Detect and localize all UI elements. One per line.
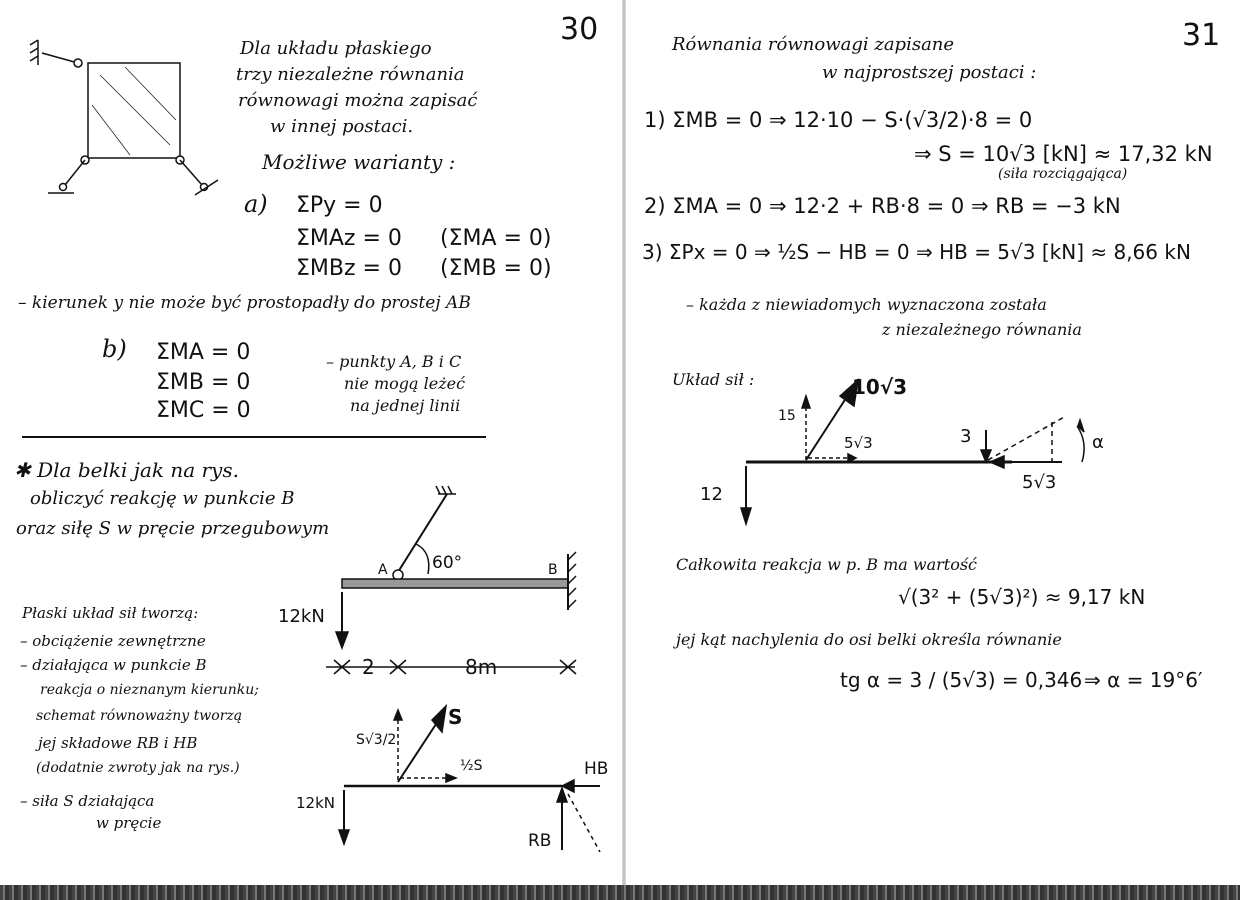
beam-label-span-a: 2	[362, 655, 375, 679]
system-line-4: reakcja o nieznanym kierunku;	[40, 682, 260, 698]
variant-a-eq3: ΣMBz = 0	[296, 256, 402, 281]
scan-edge	[0, 885, 1240, 900]
equation-1-note: (siła rozciągająca)	[998, 166, 1128, 182]
left-page	[0, 0, 622, 885]
variant-b-eq1: ΣMA = 0	[156, 340, 251, 365]
beam-label-angle: 60°	[432, 553, 463, 573]
beam-label-span-b: 8m	[465, 655, 498, 679]
variants-heading: Możliwe warianty :	[262, 150, 456, 174]
fbd-label-s: S	[448, 705, 463, 729]
system-line-9: w pręcie	[96, 814, 162, 832]
beam-label-load: 12kN	[278, 606, 325, 627]
task-line-3: oraz siłę S w pręcie przegubowym	[16, 518, 330, 539]
system-line-6: jej składowe RB i HB	[38, 734, 198, 752]
intro-line-3: równowagi można zapisać	[238, 90, 478, 111]
variant-b-eq2: ΣMB = 0	[156, 370, 251, 395]
variant-a-label: a)	[244, 190, 268, 218]
note-b-line-2: nie mogą leżeć	[344, 374, 466, 393]
system-line-5: schemat równoważny tworzą	[36, 708, 243, 724]
note-a: – kierunek y nie może być prostopadły do prostej AB	[18, 293, 471, 313]
system-line-2: – obciążenie zewnętrzne	[20, 632, 206, 650]
variant-a-alt3: (ΣMB = 0)	[440, 256, 552, 281]
beam-label-b: B	[548, 562, 558, 578]
beam-label-a: A	[378, 562, 388, 578]
alpha-result: ⇒ α = 19°6′	[1084, 668, 1203, 692]
fbd-label-s-vert: S√3/2	[356, 732, 397, 748]
fbd-label-rb: RB	[528, 831, 552, 851]
total-reaction-formula: √(3² + (5√3)²) ≈ 9,17 kN	[898, 585, 1146, 609]
angle-text: jej kąt nachylenia do osi belki określa równanie	[676, 630, 1062, 649]
heading-line-1: Równania równowagi zapisane	[672, 34, 955, 55]
system-line-1: Płaski układ sił tworzą:	[22, 604, 199, 622]
equation-1: 1) ΣMB = 0 ⇒ 12·10 − S·(√3/2)·8 = 0	[644, 108, 1033, 132]
note-line-2: z niezależnego równania	[882, 320, 1082, 339]
fbd-label-hb: HB	[584, 759, 609, 779]
intro-line-1: Dla układu płaskiego	[240, 38, 432, 59]
tg-formula: tg α = 3 / (5√3) = 0,346	[840, 668, 1083, 692]
note-b-line-1: – punkty A, B i C	[326, 352, 462, 371]
note-line-1: – każda z niewiadomych wyznaczona została	[686, 295, 1047, 314]
diagram-label-s-vert: 15	[778, 408, 796, 424]
forces-heading: Układ sił :	[672, 370, 755, 389]
system-line-3: – działająca w punkcie B	[20, 656, 207, 674]
diagram-label-alpha: α	[1092, 432, 1104, 453]
equation-3: 3) ΣPx = 0 ⇒ ½S − HB = 0 ⇒ HB = 5√3 [kN] ≈ 8,66 kN	[642, 240, 1191, 264]
variant-a-eq2: ΣMAz = 0	[296, 226, 402, 251]
diagram-label-load: 12	[700, 484, 723, 505]
diagram-label-rb: 3	[960, 426, 972, 447]
equation-2: 2) ΣMA = 0 ⇒ 12·2 + RB·8 = 0 ⇒ RB = −3 kN	[644, 194, 1121, 218]
variant-b-label: b)	[102, 335, 127, 363]
system-line-7: (dodatnie zwroty jak na rys.)	[36, 760, 240, 776]
heading-line-2: w najprostszej postaci :	[822, 62, 1037, 83]
diagram-label-hb: 5√3	[1022, 472, 1057, 493]
variant-a-eq1: ΣPy = 0	[296, 193, 383, 218]
free-body-diagram	[296, 690, 610, 860]
intro-line-4: w innej postaci.	[270, 116, 414, 137]
fbd-label-load: 12kN	[296, 794, 335, 812]
right-page	[626, 0, 1240, 885]
variant-b-eq3: ΣMC = 0	[156, 398, 251, 423]
system-line-8: – siła S działająca	[20, 792, 155, 810]
task-line-1: ✱ Dla belki jak na rys.	[14, 458, 239, 482]
section-divider	[22, 436, 486, 438]
fbd-label-s-horiz: ½S	[460, 758, 483, 774]
frame-sketch	[30, 35, 230, 205]
task-line-2: obliczyć reakcję w punkcie B	[30, 488, 295, 509]
note-b-line-3: na jednej linii	[350, 396, 461, 415]
page-number-right: 31	[1182, 18, 1221, 53]
variant-a-alt2: (ΣMA = 0)	[440, 226, 552, 251]
intro-line-2: trzy niezależne równania	[236, 64, 465, 85]
beam-diagram	[278, 482, 590, 682]
total-reaction-text: Całkowita reakcja w p. B ma wartość	[676, 555, 978, 574]
page-number: 30	[560, 12, 599, 47]
equation-1-result: ⇒ S = 10√3 [kN] ≈ 17,32 kN	[914, 142, 1213, 166]
diagram-label-s-horiz: 5√3	[844, 434, 873, 452]
diagram-label-s: 10√3	[852, 375, 908, 399]
